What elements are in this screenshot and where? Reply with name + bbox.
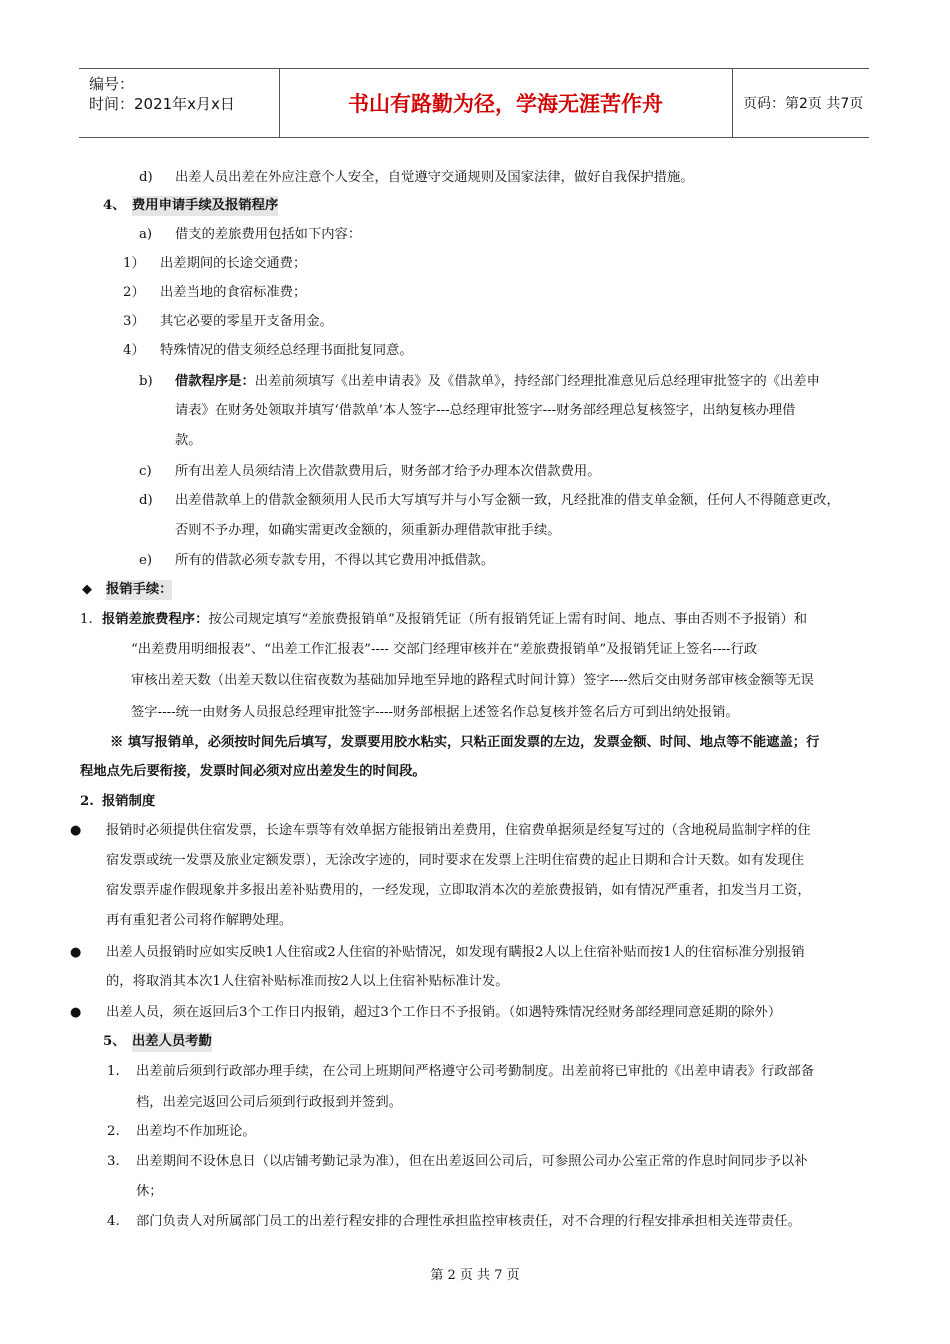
list-marker: 3. xyxy=(107,1154,120,1169)
section-title: 报销手续： xyxy=(106,580,172,600)
page-footer: 第 2 页 共 7 页 xyxy=(430,1268,520,1283)
note-line: ※ 填写报销单，必须按时间先后填写，发票要用胶水粘实，只粘正面发票的左边，发票金额、时间、地点等不能遮盖；行 xyxy=(110,735,820,750)
list-marker: 2） xyxy=(123,285,145,300)
list-marker: 2. xyxy=(107,1124,120,1139)
paragraph-line: 审核出差天数（出差天数以住宿夜数为基础加异地至异地的路程式时间计算）签字----然后交由财务部审核金额等无误 xyxy=(131,673,814,688)
list-marker: 4） xyxy=(123,343,145,358)
bullet-icon: ● xyxy=(70,1005,82,1020)
list-marker: d) xyxy=(139,170,153,185)
paragraph-line: 出差人员，须在返回后3个工作日内报销，超过3个工作日不予报销。（如遇特殊情况经财务部经理同意延期的除外） xyxy=(106,1005,782,1020)
page-header xyxy=(79,68,869,138)
paragraph-line: 宿发票弄虚作假现象并多报出差补贴费用的，一经发现，立即取消本次的差旅费报销，如有情况严重者，扣发当月工资， xyxy=(106,883,811,898)
paragraph-line: 部门负责人对所属部门员工的出差行程安排的合理性承担监控审核责任，对不合理的行程安排承担相关连带责任。 xyxy=(136,1214,801,1229)
diamond-bullet-icon: ◆ xyxy=(82,582,92,597)
section-number: 4、 xyxy=(103,198,126,213)
paragraph-line: 出差前后须到行政部办理手续，在公司上班期间严格遵守公司考勤制度。出差前将已审批的《出差申请表》行政部备 xyxy=(136,1064,815,1079)
section-title: 报销制度 xyxy=(102,794,156,809)
paragraph-line: 所有的借款必须专款专用，不得以其它费用冲抵借款。 xyxy=(175,553,495,568)
list-marker: a) xyxy=(139,227,153,242)
paragraph-line: 其它必要的零星开支备用金。 xyxy=(160,314,333,329)
paragraph-line: 出差借款单上的借款金额须用人民币大写填写并与小写金额一致，凡经批准的借支单金额，任何人不得随意更改， xyxy=(175,493,840,508)
paragraph-line: 档，出差完返回公司后须到行政报到并签到。 xyxy=(136,1095,402,1110)
paragraph-line: 款。 xyxy=(175,433,202,448)
list-marker: 1） xyxy=(123,256,145,271)
header-left-cell xyxy=(79,69,280,137)
list-marker: 4. xyxy=(107,1214,120,1229)
list-marker: 1. xyxy=(107,1064,120,1079)
list-marker: c) xyxy=(139,464,152,479)
paragraph-line: 签字----统一由财务人员报总经理审批签字----财务部根据上述签名作总复核并签名后方可到出纳处报销。 xyxy=(131,705,739,720)
header-motto: 书山有路勤为径，学海无涯苦作舟 xyxy=(279,69,733,137)
paragraph-line: 出差当地的食宿标准费； xyxy=(160,285,307,300)
paragraph-line: 出差人员出差在外应注意个人安全，自觉遵守交通规则及国家法律，做好自我保护措施。 xyxy=(175,170,694,185)
list-marker: 3） xyxy=(123,314,145,329)
list-marker: 2. xyxy=(80,794,94,809)
paragraph-line: 请表》在财务处领取并填写‘借款单’本人签字---总经理审批签字---财务部经理总复核签字，出纳复核办理借 xyxy=(175,403,796,418)
paragraph-line: 再有重犯者公司将作解聘处理。 xyxy=(106,913,293,928)
paragraph-line: 出差人员报销时应如实反映1人住宿或2人住宿的补贴情况，如发现有瞒报2人以上住宿补贴而按1人的住宿标准分别报销 xyxy=(106,945,805,960)
bullet-icon: ● xyxy=(70,945,82,960)
paragraph-line: 宿发票或统一发票及旅业定额发票），无涂改字迹的，同时要求在发票上注明住宿费的起止日期和合计天数。如有发现住 xyxy=(106,853,805,868)
doc-date: 时间：2021年x月x日 xyxy=(89,95,235,113)
bold-lead: 借款程序是： xyxy=(175,374,255,389)
section-title: 费用申请手续及报销程序 xyxy=(132,196,278,216)
paragraph-line: 借支的差旅费用包括如下内容： xyxy=(175,227,362,242)
paragraph-line: 出差期间的长途交通费； xyxy=(160,256,307,271)
paragraph-line: 出差均不作加班论。 xyxy=(136,1124,256,1139)
note-line: 程地点先后要衔接，发票时间必须对应出差发生的时间段。 xyxy=(80,764,426,779)
line-text: 出差前须填写《出差申请表》及《借款单》，持经部门经理批准意见后总经理审批签字的《出差申 xyxy=(254,374,820,389)
section-title: 出差人员考勤 xyxy=(132,1032,212,1052)
section-number: 5、 xyxy=(103,1034,126,1049)
paragraph-line: 的，将取消其本次1人住宿补贴标准而按2人以上住宿补贴标准计发。 xyxy=(106,974,509,989)
header-page-number: 页码：第2页 共7页 xyxy=(743,96,864,112)
bullet-icon: ● xyxy=(70,823,82,838)
paragraph-line: 特殊情况的借支须经总经理书面批复同意。 xyxy=(160,343,413,358)
list-marker: d) xyxy=(139,493,153,508)
paragraph-line xyxy=(102,610,807,630)
line-text: 按公司规定填写“差旅费报销单”及报销凭证（所有报销凭证上需有时间、地点、事由否则不予报销）和 xyxy=(208,612,808,627)
paragraph-line: 休； xyxy=(136,1184,163,1199)
list-marker: b) xyxy=(139,374,153,389)
list-marker: e) xyxy=(139,553,153,568)
paragraph-line: 报销时必须提供住宿发票，长途车票等有效单据方能报销出差费用，住宿费单据须是经复写过的（含地税局监制字样的住 xyxy=(106,823,811,838)
paragraph-line: 所有出差人员须结清上次借款费用后，财务部才给予办理本次借款费用。 xyxy=(175,464,601,479)
doc-number: 编号： xyxy=(89,75,135,93)
paragraph-line: 出差期间不设休息日（以店铺考勤记录为准），但在出差返回公司后，可参照公司办公室正常的作息时间同步予以补 xyxy=(136,1154,808,1169)
paragraph-line: 否则不予办理，如确实需更改金额的，须重新办理借款审批手续。 xyxy=(175,523,561,538)
paragraph-line xyxy=(175,372,820,392)
list-marker: 1. xyxy=(80,612,93,627)
paragraph-line: “出差费用明细报表”、“出差工作汇报表”---- 交部门经理审核并在“差旅费报销单”及报销凭证上签名----行政 xyxy=(131,642,758,657)
bold-lead: 报销差旅费程序： xyxy=(102,612,209,627)
